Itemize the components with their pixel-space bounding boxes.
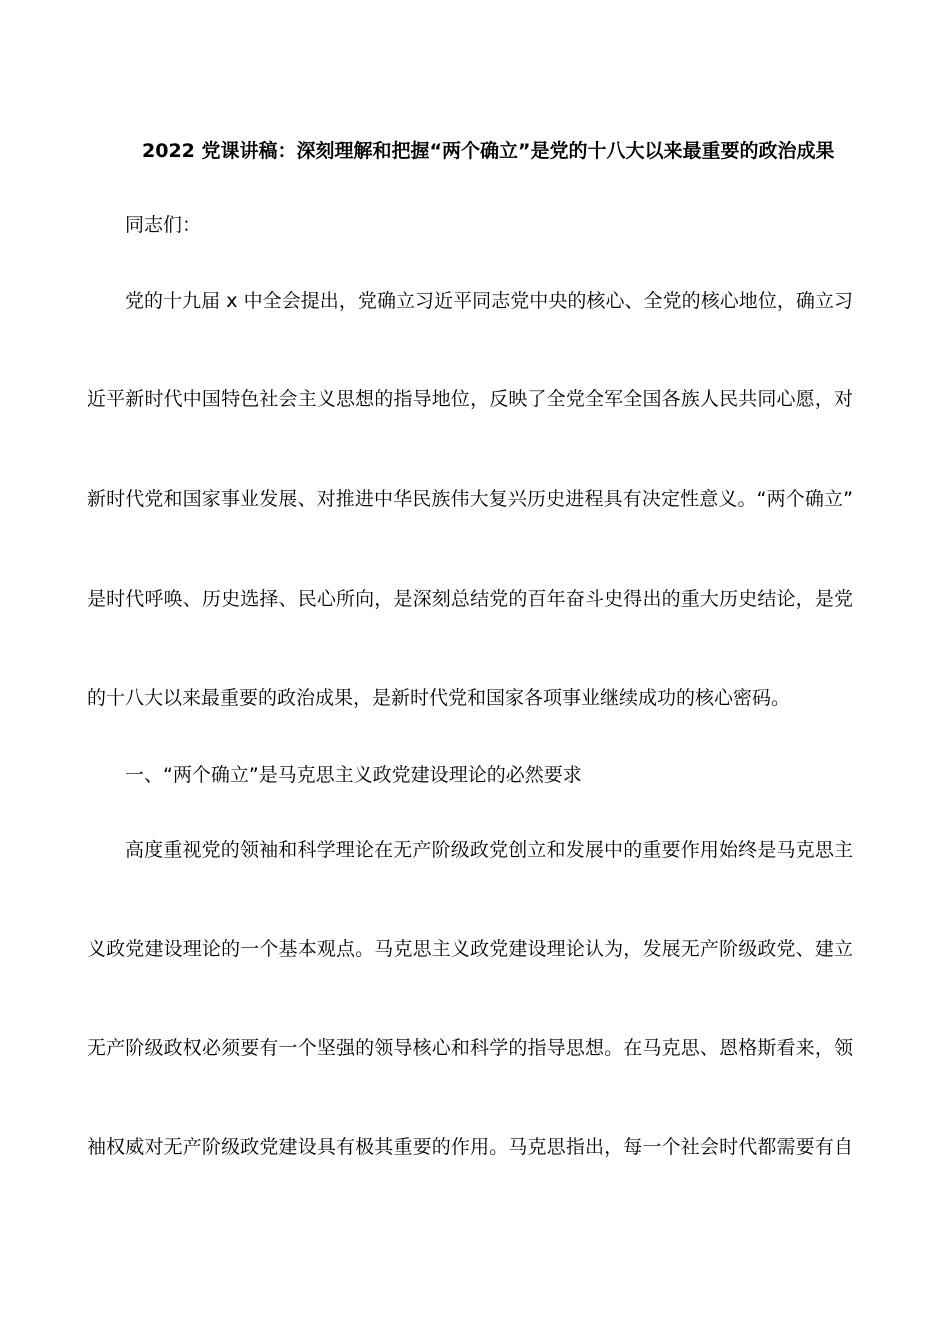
paragraph-line: 近平新时代中国特色社会主义思想的指导地位，反映了全党全军全国各族人民共同心愿，对 (87, 388, 853, 410)
paragraph-line: 无产阶级政权必须要有一个坚强的领导核心和科学的指导思想。在马克思、恩格斯看来，领 (87, 1037, 853, 1059)
section-heading: 一、“两个确立”是马克思主义政党建设理论的必然要求 (125, 764, 582, 786)
paragraph-line: 党的十九届 x 中全会提出，党确立习近平同志党中央的核心、全党的核心地位，确立习 (125, 290, 853, 312)
paragraph-line: 高度重视党的领袖和科学理论在无产阶级政党创立和发展中的重要作用始终是马克思主 (125, 839, 853, 861)
salutation: 同志们： (125, 214, 202, 236)
paragraph-line: 义政党建设理论的一个基本观点。马克思主义政党建设理论认为，发展无产阶级政党、建立 (87, 938, 853, 960)
paragraph-line: 是时代呼唤、历史选择、民心所向，是深刻总结党的百年奋斗史得出的重大历史结论，是党 (87, 588, 853, 610)
document-title: 2022 党课讲稿：深刻理解和把握“两个确立”是党的十八大以来最重要的政治成果 (142, 140, 835, 162)
paragraph-line: 的十八大以来最重要的政治成果，是新时代党和国家各项事业继续成功的核心密码。 (87, 687, 791, 709)
paragraph-line: 新时代党和国家事业发展、对推进中华民族伟大复兴历史进程具有决定性意义。“两个确立” (87, 488, 853, 510)
paragraph-line: 袖权威对无产阶级政党建设具有极其重要的作用。马克思指出，每一个社会时代都需要有自 (87, 1136, 853, 1158)
